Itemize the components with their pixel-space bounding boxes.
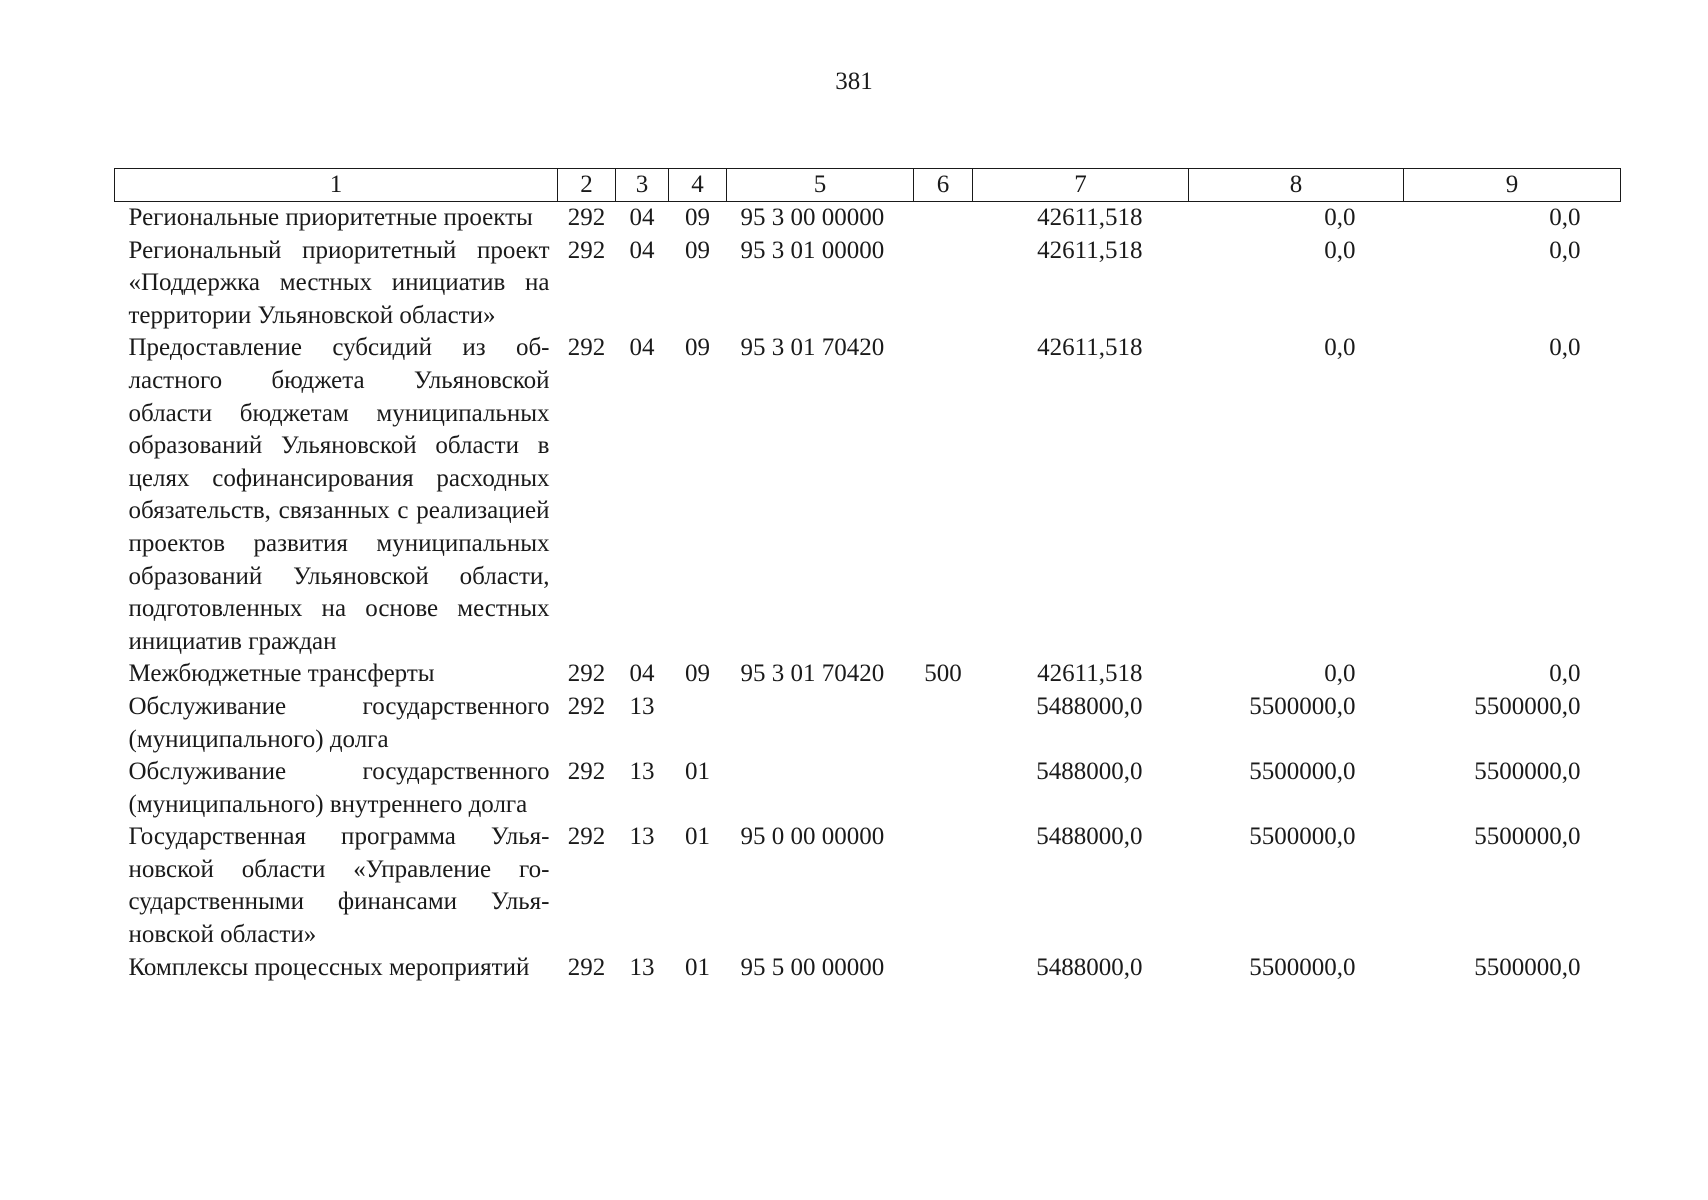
row-expense-type — [914, 952, 973, 985]
table-row — [115, 691, 1621, 756]
table-row — [115, 235, 1621, 333]
row-section-code: 04 — [629, 660, 655, 688]
row-subsection-code: 09 — [685, 334, 710, 362]
row-target-code: 95 3 01 00000 — [740, 236, 885, 264]
row-value-col9: 5500000,0 — [1474, 758, 1581, 786]
row-name: Государственная программа Ульяновской области «Управление государственными финансами Ульяновской области» — [128, 823, 550, 949]
row-expense-type — [914, 235, 973, 333]
header-col-2: 2 — [558, 169, 616, 202]
row-target-code: 95 3 00 00000 — [740, 204, 885, 231]
row-grbs-code: 292 — [567, 334, 606, 362]
row-target-code: 95 3 01 70420 — [740, 660, 885, 688]
row-section-code: 13 — [629, 692, 655, 720]
row-target-code: 95 5 00 00000 — [740, 953, 885, 981]
row-grbs-code: 292 — [567, 823, 606, 851]
header-col-9: 9 — [1404, 169, 1621, 202]
row-grbs-code: 292 — [567, 204, 606, 231]
header-row — [115, 169, 1621, 202]
header-col-3: 3 — [616, 169, 669, 202]
table-header — [115, 169, 1621, 202]
header-col-6: 6 — [914, 169, 973, 202]
header-col-1: 1 — [115, 169, 558, 202]
row-value-col8: 5500000,0 — [1249, 758, 1356, 786]
row-grbs-code: 292 — [567, 758, 606, 786]
row-name: Региональный приоритетный проект «Поддержка местных инициатив на территории Ульяновской области» — [128, 236, 550, 329]
row-value-col7: 5488000,0 — [1036, 758, 1143, 786]
header-col-5: 5 — [727, 169, 914, 202]
row-expense-type — [914, 332, 973, 658]
row-value-col9: 5500000,0 — [1474, 823, 1581, 851]
table-row — [115, 952, 1621, 985]
row-section-code: 13 — [629, 953, 655, 981]
row-name: Предоставление субсидий из областного бюджета Ульяновской области бюджетам муниципальных образований Ульяновской области в целях софинансирования расходных обязательств, связанных с реализацией проектов развития муниципальных образований Ульяновской области, подготовленных на основе местных инициатив граждан — [128, 334, 550, 655]
row-name: Комплексы процессных мероприятий — [128, 953, 530, 981]
row-value-col9: 0,0 — [1549, 204, 1581, 231]
row-subsection-code: 09 — [685, 236, 710, 264]
table-row — [115, 332, 1621, 658]
page-number: 381 — [835, 68, 873, 95]
row-value-col9: 5500000,0 — [1474, 692, 1581, 720]
row-section-code: 04 — [629, 334, 655, 362]
row-section-code: 13 — [629, 758, 655, 786]
row-value-col8: 5500000,0 — [1249, 953, 1356, 981]
row-target-code — [727, 691, 914, 756]
row-value-col7: 5488000,0 — [1036, 823, 1143, 851]
row-name: Межбюджетные трансферты — [128, 660, 435, 688]
row-grbs-code: 292 — [567, 660, 606, 688]
row-section-code: 13 — [629, 823, 655, 851]
row-target-code: 95 3 01 70420 — [740, 334, 885, 362]
row-subsection-code — [669, 691, 727, 756]
row-section-code: 04 — [629, 204, 655, 231]
row-value-col8: 5500000,0 — [1249, 692, 1356, 720]
row-value-col7: 42611,518 — [1037, 204, 1143, 231]
row-value-col9: 0,0 — [1549, 236, 1581, 264]
header-col-8: 8 — [1189, 169, 1404, 202]
row-name: Обслуживание государственного (муниципального) долга — [128, 692, 550, 753]
row-section-code: 04 — [629, 236, 655, 264]
header-col-7: 7 — [973, 169, 1189, 202]
row-value-col7: 42611,518 — [1037, 334, 1143, 362]
row-expense-type — [914, 202, 973, 235]
row-value-col9: 5500000,0 — [1474, 953, 1581, 981]
row-expense-type: 500 — [924, 660, 962, 688]
table-row — [115, 658, 1621, 691]
row-subsection-code: 09 — [685, 204, 710, 231]
row-expense-type — [914, 691, 973, 756]
table-row — [115, 756, 1621, 821]
row-value-col7: 5488000,0 — [1036, 692, 1143, 720]
row-grbs-code: 292 — [567, 692, 606, 720]
row-subsection-code: 09 — [685, 660, 710, 688]
row-subsection-code: 01 — [685, 823, 710, 851]
budget-table — [114, 168, 1621, 984]
row-target-code: 95 0 00 00000 — [740, 823, 885, 851]
table-body — [115, 202, 1621, 985]
row-value-col8: 0,0 — [1324, 204, 1356, 231]
table-row — [115, 202, 1621, 235]
row-value-col8: 0,0 — [1324, 236, 1356, 264]
row-value-col7: 42611,518 — [1037, 660, 1143, 688]
row-value-col8: 0,0 — [1324, 660, 1356, 688]
header-col-4: 4 — [669, 169, 727, 202]
row-name: Обслуживание государственного (муниципального) внутреннего долга — [128, 758, 550, 818]
row-value-col8: 5500000,0 — [1249, 823, 1356, 851]
row-expense-type — [914, 756, 973, 821]
row-grbs-code: 292 — [567, 953, 606, 981]
row-value-col9: 0,0 — [1549, 334, 1581, 362]
row-subsection-code: 01 — [685, 953, 710, 981]
table-row — [115, 821, 1621, 951]
row-value-col7: 5488000,0 — [1036, 953, 1143, 981]
row-subsection-code: 01 — [685, 758, 710, 786]
row-name: Региональные приоритетные проекты — [128, 204, 533, 231]
row-grbs-code: 292 — [567, 236, 606, 264]
row-target-code — [727, 756, 914, 821]
row-value-col8: 0,0 — [1324, 334, 1356, 362]
row-expense-type — [914, 821, 973, 951]
row-value-col9: 0,0 — [1549, 660, 1581, 688]
row-value-col7: 42611,518 — [1037, 236, 1143, 264]
